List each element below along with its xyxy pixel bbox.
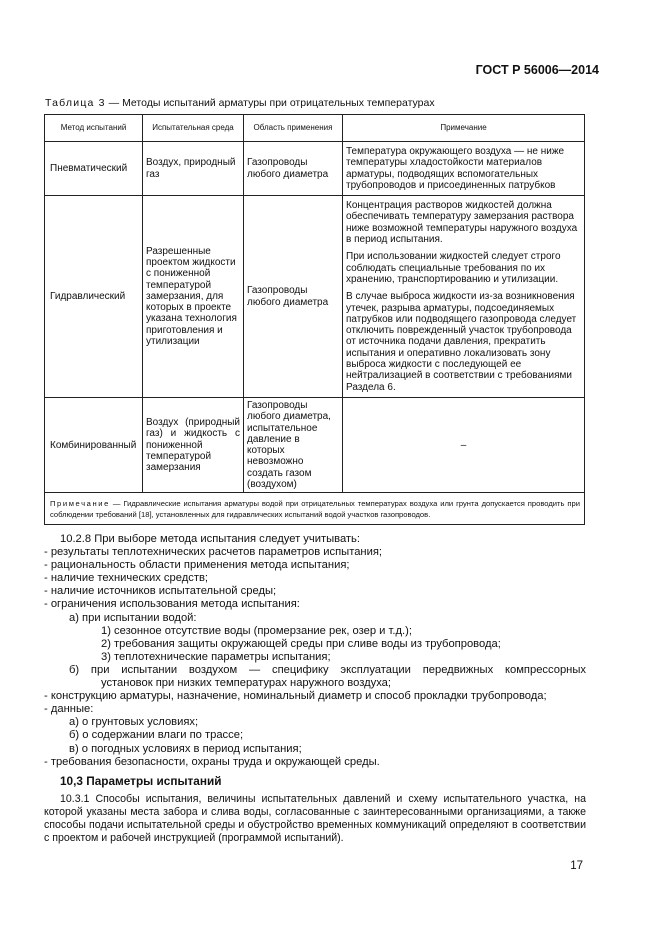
body-line: - требования безопасности, охраны труда и окружающей среды. bbox=[44, 755, 380, 768]
body-line: - данные: bbox=[44, 703, 94, 716]
table-caption bbox=[45, 97, 435, 109]
body-line: - конструкцию арматуры, назначение, номинальный диаметр и способ прокладки трубопровода; bbox=[44, 690, 547, 703]
cell-scope: Газопроводы любого диаметра bbox=[244, 196, 343, 398]
cell-notes bbox=[343, 142, 585, 196]
body-line: - результаты теплотехнических расчетов параметров испытания; bbox=[44, 546, 383, 559]
body-line: а) при испытании водой: bbox=[69, 611, 197, 624]
body-text bbox=[44, 533, 586, 845]
cell-medium: Разрешенные проектом жидкости с пониженной температурой замерзания, для которых в проекте указана технология приготовления и утилизации bbox=[143, 196, 244, 398]
cell-scope: Газопроводы любого диаметра bbox=[244, 142, 343, 196]
body-line: - ограничения использования метода испытания: bbox=[44, 598, 300, 611]
body-paragraph: 10.3.1 Способы испытания, величины испытательных давлений и схему испытательного участка, на которой указаны места забора и слива воды, согласованные с заинтересованными организациями, а также способы подачи испытательной среды и обустройство временных коммуникаций определяют в соответствии с проектом и рабочей инструкцией (программой испытаний). bbox=[44, 792, 586, 844]
note-paragraph: В случае выброса жидкости из-за возникновения утечек, разрыва арматуры, подсоединяемых патрубков или подводящего газопровода следует отключить поврежденный участок трубопровода от источника подачи давления, прекратить испытания и оперативно локализовать зону выброса жидкости с последующей ее нейтрализацией в соответствии с требованиями Раздела 6. bbox=[346, 291, 577, 393]
body-line: в) о погодных условиях в период испытания; bbox=[69, 742, 302, 755]
body-line: - наличие источников испытательной среды; bbox=[44, 585, 277, 598]
section-title: 10,3 Параметры испытаний bbox=[60, 773, 222, 788]
cell-scope: Газопроводы любого диаметра, испытательное давление в которых невозможно создать газом (воздухом) bbox=[244, 398, 343, 493]
table-caption-prefix: Таблица 3 bbox=[45, 97, 106, 109]
cell-medium: Воздух (природный газ) и жидкость с пониженной температурой замерзания bbox=[143, 398, 244, 493]
page-number: 17 bbox=[570, 860, 583, 872]
body-line: б) при испытании воздухом — специфику эксплуатации передвижных компрессорных bbox=[69, 663, 586, 676]
table-row bbox=[45, 142, 585, 196]
col-header-medium: Испытательная среда bbox=[143, 115, 244, 142]
cell-medium: Воздух, природный газ bbox=[143, 142, 244, 196]
body-line: 2) требования защиты окружающей среды при сливе воды из трубопровода; bbox=[101, 637, 501, 650]
table-header-row bbox=[45, 115, 585, 142]
col-header-scope: Область применения bbox=[244, 115, 343, 142]
cell-method: Пневматический bbox=[45, 142, 143, 196]
footnote-text: — Гидравлические испытания арматуры водой при отрицательных температурах воздуха или грунта допускается проводить при соблюдении требований [18], установленных для гидравлических испытаний водой участков газопроводов. bbox=[50, 499, 580, 520]
note-paragraph: Температура окружающего воздуха — не ниже температуры хладостойкости материалов арматуры, подводящих вспомогательных трубопроводов и присоединенных патрубков bbox=[346, 145, 565, 191]
body-line: установок при низких температурах наружного воздуха; bbox=[101, 677, 391, 690]
note-paragraph: При использовании жидкостей следует строго соблюдать специальные требования по их хранению, транспортированию и утилизации. bbox=[346, 251, 561, 285]
cell-notes: – bbox=[343, 398, 585, 493]
table-caption-title: — Методы испытаний арматуры при отрицательных температурах bbox=[105, 97, 435, 109]
body-line: - наличие технических средств; bbox=[44, 572, 208, 585]
footnote-label: Примечание bbox=[50, 499, 110, 509]
body-line: 3) теплотехнические параметры испытания; bbox=[101, 650, 331, 663]
table-row bbox=[45, 398, 585, 493]
note-paragraph: Концентрация растворов жидкостей должна обеспечивать температуру замерзания раствора ниже возможной температуры наружного воздуха в период испытания. bbox=[346, 200, 578, 246]
table-footnote bbox=[45, 493, 585, 525]
body-line: - рациональность области применения метода испытания; bbox=[44, 559, 350, 572]
body-line: 1) сезонное отсутствие воды (промерзание рек, озер и т.д.); bbox=[101, 624, 413, 637]
cell-notes bbox=[343, 196, 585, 398]
document-id: ГОСТ Р 56006—2014 bbox=[475, 63, 599, 77]
cell-method: Комбинированный bbox=[45, 398, 143, 493]
col-header-method: Метод испытаний bbox=[45, 115, 143, 142]
table-row bbox=[45, 196, 585, 398]
body-line: б) о содержании влаги по трассе; bbox=[69, 729, 244, 742]
body-line: 10.2.8 При выборе метода испытания следует учитывать: bbox=[60, 533, 360, 545]
body-line: а) о грунтовых условиях; bbox=[69, 716, 199, 729]
col-header-notes: Примечание bbox=[343, 115, 585, 142]
cell-method: Гидравлический bbox=[45, 196, 143, 398]
table-footnote-row bbox=[45, 493, 585, 525]
test-methods-table bbox=[44, 114, 585, 525]
